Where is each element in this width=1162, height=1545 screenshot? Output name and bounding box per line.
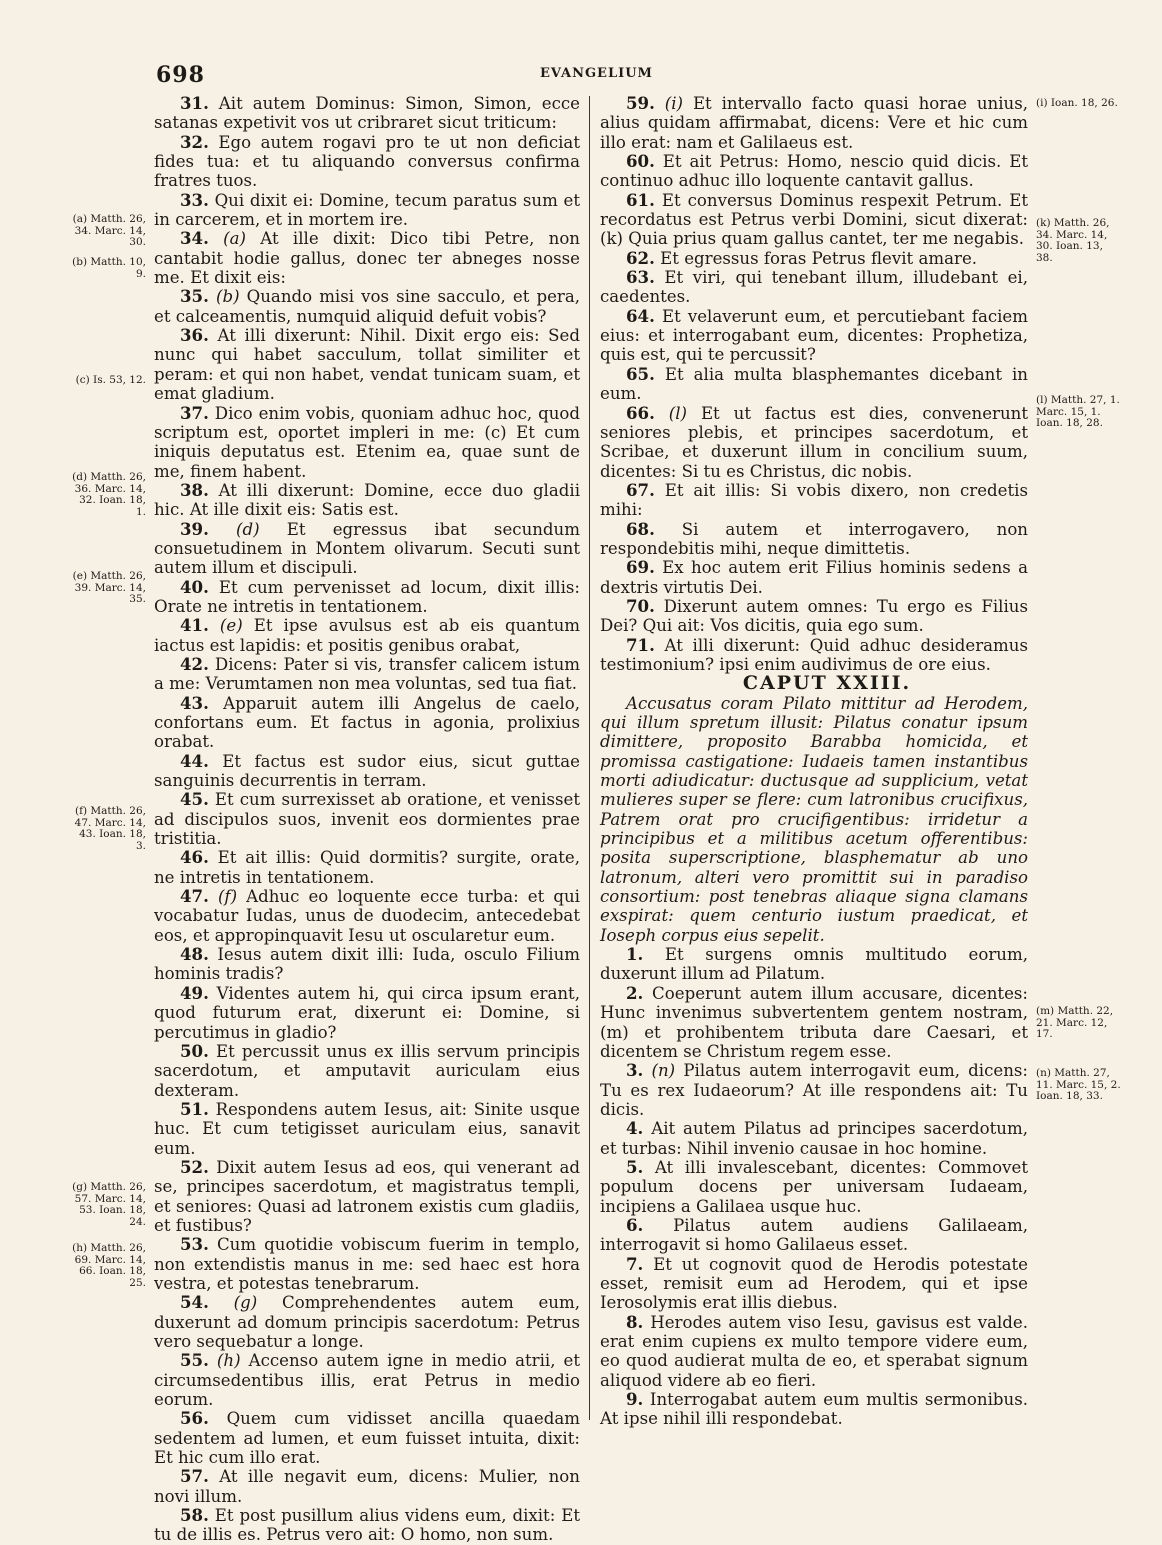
cross-reference-marker: (n) <box>651 1061 676 1081</box>
verse-number: 71. <box>626 634 655 655</box>
verse-number: 47. <box>180 886 209 907</box>
verse-text: Qui dixit ei: Domine, tecum paratus sum et in carcerem, et in mortem ire. <box>154 190 580 230</box>
verse-number: 51. <box>180 1098 209 1119</box>
verse-text: Dixit autem Iesus ad eos, qui venerant ad se, principes sacerdotum, et magistratus templi, et seniores: Quasi ad latronem existis cum gladiis, et fustibus? <box>154 1157 580 1235</box>
chapter-verses <box>600 945 1028 1429</box>
verse-text: Et egressus ibat secundum consuetudinem in Montem olivarum. Secuti sunt autem illum et discipuli. <box>154 519 580 578</box>
verse-number: 54. <box>180 1292 209 1313</box>
verse-text: Et percussit unus ex illis servum principis sacerdotum, et amputavit auriculam eius dexteram. <box>154 1041 580 1100</box>
verse-text: Dico enim vobis, quoniam adhuc hoc, quod scriptum est, oportet impleri in me: (c) Et cum iniquis deputatus est. Etenim ea, quae sunt de me, finem habent. <box>154 403 580 481</box>
verse <box>154 133 580 191</box>
column-rule <box>589 96 590 1420</box>
verse <box>154 694 580 752</box>
verse <box>600 558 1028 597</box>
verse-text: At illi dixerunt: Quid adhuc desideramus testimonium? ipsi enim audivimus de ore eius. <box>600 635 1028 674</box>
verse-text: At illi dixerunt: Domine, ecce duo gladii hic. At ille dixit eis: Satis est. <box>154 480 580 520</box>
cross-reference-marker: (i) <box>664 94 684 113</box>
verse <box>600 597 1028 636</box>
verse-text: Accenso autem igne in medio atrii, et circumsedentibus illis, erat Petrus in medio eorum. <box>154 1351 580 1410</box>
verse <box>600 94 1028 152</box>
margin-note: (k) Matth. 26, 34. Marc. 14, 30. Ioan. 13, 38. <box>1036 217 1110 264</box>
verse-number: 70. <box>626 595 655 616</box>
verse-number: 3. <box>626 1060 644 1081</box>
verse-number: 40. <box>180 576 209 597</box>
verse-text: Herodes autem viso Iesu, gavisus est valde. erat enim cupiens ex multo tempore videre eum, eo quod audierat multa de eo, et sperabat signum aliquod videre ab eo fieri. <box>600 1312 1028 1390</box>
margin-note: (f) Matth. 26, 47. Marc. 14, 43. Ioan. 18, 3. <box>74 805 146 852</box>
verse <box>154 287 580 326</box>
right-verses <box>600 94 1028 674</box>
verse-number: 53. <box>180 1234 209 1255</box>
verse-text: Dicens: Pater si vis, transfer calicem istum a me: Verumtamen non mea voluntas, sed tua fiat. <box>154 654 580 694</box>
verse-text: Et cum surrexisset ab oratione, et venisset ad discipulos suos, invenit eos dormientes prae tristitia. <box>154 790 580 849</box>
verse <box>154 1235 580 1293</box>
cross-reference-marker: (a) <box>223 229 246 249</box>
chapter-heading: CAPUT XXIII. <box>742 672 912 695</box>
cross-reference-marker: (e) <box>219 616 243 636</box>
margin-note: (i) Ioan. 18, 26. <box>1036 97 1118 109</box>
cross-reference-marker: (l) <box>668 403 688 423</box>
margin-note: (d) Matth. 26, 36. Marc. 14, 32. Ioan. 18, 1. <box>72 471 146 518</box>
verse <box>600 365 1028 404</box>
verse-text: Adhuc eo loquente ecce turba: et qui vocabatur Iudas, unus de duodecim, antecedebat eos, et appropinquavit Iesu ut oscularetur eum. <box>154 887 580 945</box>
verse-text: Et ait illis: Si vobis dixero, non credetis mihi: <box>600 480 1028 520</box>
verse-number: 63. <box>626 267 655 288</box>
verse <box>600 1158 1028 1216</box>
verse-number: 34. <box>180 228 209 249</box>
verse <box>154 1158 580 1235</box>
verse-text: Et ait illis: Quid dormitis? surgite, orate, ne intretis in tentationem. <box>154 848 580 887</box>
verse-text: Cum quotidie vobiscum fuerim in templo, non extendistis manus in me: sed haec est hora vestra, et potestas tenebrarum. <box>154 1235 580 1293</box>
verse-text: Dixerunt autem omnes: Tu ergo es Filius Dei? Qui ait: Vos dicitis, quia ego sum. <box>600 596 1028 636</box>
verse-text: Et intervallo facto quasi horae unius, alius quidam affirmabat, dicens: Vere et hic cum illo erat: nam et Galilaeus est. <box>600 94 1028 152</box>
verse <box>600 945 1028 984</box>
verse <box>600 152 1028 191</box>
cross-reference-marker: (b) <box>215 287 240 307</box>
verse <box>600 481 1028 520</box>
verse-number: 5. <box>626 1156 644 1177</box>
margin-note: (b) Matth. 10, 9. <box>72 256 146 280</box>
verse-number: 38. <box>180 479 209 500</box>
verse-number: 50. <box>180 1040 209 1061</box>
verse-number: 55. <box>180 1350 209 1371</box>
verse-text: Apparuit autem illi Angelus de caelo, confortans eum. Et factus in agonia, prolixius orabat. <box>154 693 580 752</box>
verse-number: 42. <box>180 653 209 674</box>
verse <box>600 191 1028 249</box>
verse <box>600 520 1028 559</box>
chapter-summary: Accusatus coram Pilato mittitur ad Herodem, qui illum spretum illusit: Pilatus conatur ipsum dimittere, proposito Barabba homicida, et promissa castigatione: Iudaeis tamen instantibus morti adiudicatur: ductusque ad supplicium, vetat mulieres super se flere: cum latronibus crucifixus, Patrem orat pro crucifigentibus: irridetur a principibus et a militibus acetum offerentibus: posita superscriptione, blasphematur ab uno latronum, alteri vero promittit sui in paradiso consortium: post tenebras aliaque signa clamans exspirat: quem centurio iustum praedicat, et Ioseph corpus eius sepelit. <box>600 693 1028 945</box>
right-column <box>600 94 1028 1429</box>
verse-text: Et post pusillum alius videns eum, dixit: Et tu de illis es. Petrus vero ait: O homo, non sum. <box>154 1506 580 1545</box>
verse <box>154 1042 580 1100</box>
verse <box>154 1467 580 1506</box>
verse-number: 2. <box>626 982 644 1003</box>
verse-text: Pilatus autem interrogavit eum, dicens: Tu es rex Iudaeorum? At ille respondens ait: Tu dicis. <box>600 1061 1028 1119</box>
verse-text: Et ipse avulsus est ab eis quantum iactus est lapidis: et positis genibus orabat, <box>154 616 581 655</box>
verse-number: 49. <box>180 982 209 1003</box>
verse-number: 52. <box>180 1156 209 1177</box>
verse-number: 48. <box>180 944 209 965</box>
verse-number: 60. <box>626 151 655 172</box>
verse-text: Coeperunt autem illum accusare, dicentes: Hunc invenimus subvertentem gentem nostram, (m) et prohibentem tributa dare Caesari, et dicentem se Christum regem esse. <box>600 983 1028 1061</box>
verse-number: 37. <box>180 402 209 423</box>
page-number: 698 <box>156 62 205 88</box>
verse-number: 43. <box>180 692 209 713</box>
verse-text: Et ut factus est dies, convenerunt seniores plebis, et principes sacerdotum, et Scribae, et duxerunt illum in concilium suum, dicentes: Si tu es Christus, dic nobis. <box>600 403 1028 481</box>
verse-text: Si autem et interrogavero, non respondebitis mihi, neque dimittetis. <box>600 519 1028 558</box>
verse-number: 57. <box>180 1466 209 1487</box>
verse <box>600 268 1028 307</box>
verse-text: Quem cum vidisset ancilla quaedam sedentem ad lumen, et eum fuisset intuita, dixit: Et hic cum illo erat. <box>154 1409 580 1468</box>
verse <box>600 1216 1028 1255</box>
verse-text: Iesus autem dixit illi: Iuda, osculo Filium hominis tradis? <box>154 945 580 984</box>
margin-note: (n) Matth. 27, 11. Marc. 15, 2. Ioan. 18, 33. <box>1036 1067 1121 1102</box>
verse-text: Et ut cognovit quod de Herodis potestate esset, remisit eum ad Herodem, qui et ipse Ierosolymis erat illis diebus. <box>600 1254 1028 1313</box>
verse <box>154 326 580 403</box>
cross-reference-marker: (d) <box>236 519 260 539</box>
verse <box>154 752 580 791</box>
margin-note: (g) Matth. 26, 57. Marc. 14, 53. Ioan. 18, 24. <box>72 1181 146 1228</box>
verse-text: Et egressus foras Petrus flevit amare. <box>654 248 978 268</box>
verse <box>154 94 580 133</box>
verse-number: 58. <box>180 1505 209 1526</box>
margin-note: (c) Is. 53, 12. <box>75 374 146 386</box>
verse-text: Et conversus Dominus respexit Petrum. Et recordatus est Petrus verbi Domini, sicut dixerat: (k) Quia prius quam gallus cantet, ter me negabis. <box>600 190 1028 249</box>
verse-number: 64. <box>626 305 655 326</box>
verse <box>154 655 580 694</box>
verse-text: Et alia multa blasphemantes dicebant in eum. <box>600 364 1028 404</box>
verse-number: 69. <box>626 557 655 578</box>
verse-number: 44. <box>180 750 209 771</box>
verse-text: Ego autem rogavi pro te ut non deficiat fides tua: et tu aliquando conversus confirma fratres tuos. <box>154 132 580 191</box>
verse-text: Pilatus autem audiens Galilaeam, interrogavit si homo Galilaeus esset. <box>600 1215 1028 1255</box>
verse-text: Ait autem Dominus: Simon, Simon, ecce satanas expetivit vos ut cribraret sicut triticum: <box>154 94 580 133</box>
verse <box>154 984 580 1042</box>
cross-reference-marker: (h) <box>216 1351 241 1371</box>
verse-text: Videntes autem hi, qui circa ipsum erant, quod futurum erat, dixerunt ei: Domine, si percutimus in gladio? <box>154 983 580 1042</box>
verse <box>154 790 580 848</box>
verse-text: Et viri, qui tenebant illum, illudebant ei, caedentes. <box>600 268 1028 307</box>
verse-number: 1. <box>626 944 644 965</box>
verse-text: Et cum pervenisset ad locum, dixit illis: Orate ne intretis in tentationem. <box>154 577 580 616</box>
verse-number: 31. <box>180 93 209 113</box>
left-column <box>154 94 580 1545</box>
verse-number: 45. <box>180 789 209 810</box>
verse <box>600 984 1028 1061</box>
verse <box>600 1313 1028 1390</box>
verse-number: 39. <box>180 518 209 539</box>
verse <box>154 520 580 578</box>
verse-text: Ex hoc autem erit Filius hominis sedens a dextris virtutis Dei. <box>600 558 1028 597</box>
verse-number: 62. <box>626 247 655 268</box>
verse-number: 8. <box>626 1311 644 1332</box>
verse-text: Ait autem Pilatus ad principes sacerdotum, et turbas: Nihil invenio causae in hoc homine. <box>600 1119 1028 1158</box>
verse <box>154 1100 580 1158</box>
verse-text: At ille dixit: Dico tibi Petre, non cantabit hodie gallus, donec ter abneges nosse me. Et dixit eis: <box>154 229 580 288</box>
verse-number: 35. <box>180 286 209 307</box>
verse-text: At illi invalescebant, dicentes: Commovet populum docens per universam Iudaeam, incipiens a Galilaea usque huc. <box>600 1157 1028 1216</box>
verse-number: 46. <box>180 847 209 868</box>
verse <box>600 404 1028 481</box>
verse-text: At ille negavit eum, dicens: Mulier, non novi illum. <box>154 1467 580 1506</box>
verse <box>154 1409 580 1467</box>
cross-reference-marker: (g) <box>233 1293 258 1313</box>
verse-number: 61. <box>626 189 655 210</box>
margin-note: (m) Matth. 22, 21. Marc. 12, 17. <box>1036 1005 1114 1040</box>
verse-number: 33. <box>180 189 209 210</box>
verse <box>154 229 580 287</box>
verse <box>600 249 1028 268</box>
verse <box>600 1390 1028 1429</box>
verse <box>154 1351 580 1409</box>
verse <box>154 887 580 945</box>
verse-number: 4. <box>626 1118 644 1139</box>
verse-number: 36. <box>180 325 209 346</box>
margin-note: (e) Matth. 26, 39. Marc. 14, 35. <box>72 570 146 605</box>
verse <box>154 481 580 520</box>
verse <box>600 307 1028 365</box>
verse-number: 65. <box>626 363 655 384</box>
verse <box>154 1293 580 1351</box>
verse-text: At illi dixerunt: Nihil. Dixit ergo eis: Sed nunc qui habet sacculum, tollat similiter et peram: et qui non habet, vendat tunicam suam, et emat gladium. <box>154 326 580 404</box>
margin-note: (l) Matth. 27, 1. Marc. 15, 1. Ioan. 18, 28. <box>1036 394 1120 429</box>
verse-text: Comprehendentes autem eum, duxerunt ad domum principis sacerdotum: Petrus vero sequebatur a longe. <box>154 1293 580 1351</box>
verse-text: Quando misi vos sine sacculo, et pera, et calceamentis, numquid aliquid defuit vobis? <box>154 287 580 326</box>
verse <box>600 1119 1028 1158</box>
verse-number: 59. <box>626 93 655 113</box>
verse <box>154 191 580 230</box>
verse <box>154 945 580 984</box>
verse-number: 7. <box>626 1253 644 1274</box>
verse-text: Interrogabat autem eum multis sermonibus. At ipse nihil illi respondebat. <box>600 1390 1028 1429</box>
verse-text: Et velaverunt eum, et percutiebant faciem eius: et interrogabant eum, dicentes: Prophetiza, quis est, qui te percussit? <box>600 306 1028 365</box>
margin-note: (h) Matth. 26, 69. Marc. 14, 66. Ioan. 18, 25. <box>72 1242 146 1289</box>
verse <box>600 636 1028 675</box>
verse-number: 68. <box>626 518 655 539</box>
verse-number: 56. <box>180 1408 209 1429</box>
verse <box>154 578 580 617</box>
verse <box>154 616 580 655</box>
verse <box>600 1061 1028 1119</box>
margin-note: (a) Matth. 26, 34. Marc. 14, 30. <box>72 213 146 248</box>
verse-number: 41. <box>180 615 209 636</box>
verse-text: Et factus est sudor eius, sicut guttae sanguinis decurrentis in terram. <box>154 751 580 791</box>
verse <box>154 848 580 887</box>
running-title: EVANGELIUM <box>540 66 653 81</box>
verse <box>154 1506 580 1545</box>
verse-text: Respondens autem Iesus, ait: Sinite usque huc. Et cum tetigisset auriculam eius, sanavit eum. <box>154 1099 580 1158</box>
verse-text: Et ait Petrus: Homo, nescio quid dicis. Et continuo adhuc illo loquente cantavit gallus. <box>600 152 1028 191</box>
verse-number: 6. <box>626 1214 644 1235</box>
verse-text: Et surgens omnis multitudo eorum, duxerunt illum ad Pilatum. <box>600 945 1028 984</box>
verse-number: 67. <box>626 479 655 500</box>
verse-number: 32. <box>180 131 209 152</box>
verse <box>600 1255 1028 1313</box>
verse-number: 9. <box>626 1389 644 1410</box>
cross-reference-marker: (f) <box>217 887 238 907</box>
verse <box>154 404 580 481</box>
verse-number: 66. <box>626 402 655 423</box>
